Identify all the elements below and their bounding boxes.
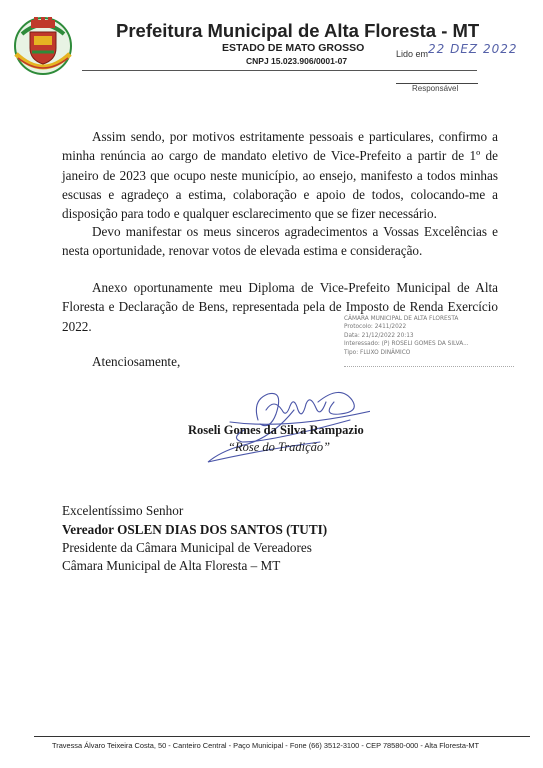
header-divider	[82, 70, 477, 71]
responsible-label: Responsável	[412, 84, 459, 93]
addressee-role: Presidente da Câmara Municipal de Vereadores	[62, 540, 312, 555]
protocol-stamp	[344, 315, 469, 357]
municipality-title: Prefeitura Municipal de Alta Floresta - MT	[116, 20, 480, 41]
letter-paragraph-3: Anexo oportunamente meu Diploma de Vice-Prefeito Municipal de Alta Floresta e Declaração de Bens, representada pela de Imposto de Renda Exercício 2022.	[62, 280, 498, 334]
state-name: ESTADO DE MATO GROSSO	[222, 42, 365, 54]
signer-nickname: “Rose do Tradição”	[228, 440, 331, 454]
municipal-coat-of-arms-icon	[10, 14, 76, 76]
stamp-protocol: Protocolo: 2411/2022	[344, 324, 407, 331]
closing-greeting: Atenciosamente,	[92, 354, 181, 369]
stamp-date: Data: 21/12/2022 20:13	[344, 332, 414, 339]
footer-divider	[34, 736, 530, 737]
received-label: Lido em	[396, 49, 429, 59]
stamp-interested: Interessado: (P) ROSELI GOMES DA SILVA...	[344, 341, 469, 348]
stamp-institution: CÂMARA MUNICIPAL DE ALTA FLORESTA	[344, 316, 459, 322]
letter-paragraph-1: Assim sendo, por motivos estritamente pessoais e particulares, confirmo a minha renúncia ao cargo de mandato eletivo de Vice-Prefeito a partir de 1º de janeiro de 2023 que ocupo neste município, ao ensejo, manifesto a todos minhas escusas e agradeço a estima, colaboração e apoio de todos, colocando-me a disposição para todo e qualquer esclarecimento que se fizer necessário.	[62, 129, 498, 222]
stamp-type: Tipo: FLUXO DINÂMICO	[344, 349, 411, 356]
cnpj-number: CNPJ 15.023.906/0001-07	[246, 56, 348, 66]
signer-name: Roseli Gomes da Silva Rampazio	[188, 423, 364, 437]
footer-address: Travessa Álvaro Teixeira Costa, 50 - Canteiro Central - Paço Municipal - Fone (66) 3512-3100 - CEP 78580-000 - Alta Floresta-MT	[52, 741, 480, 750]
letter-paragraph-2: Devo manifestar os meus sinceros agradecimentos a Vossas Excelências e nesta oportunidade, renovar votos de elevada estima e consideração.	[62, 224, 498, 259]
addressee-institution: Câmara Municipal de Alta Floresta – MT	[62, 558, 281, 573]
addressee-salutation: Excelentíssimo Senhor	[62, 503, 184, 518]
addressee-name: Vereador OSLEN DIAS DOS SANTOS (TUTI)	[62, 522, 328, 537]
received-date: 22 DEZ 2022	[428, 42, 518, 56]
stamp-divider	[344, 366, 514, 367]
